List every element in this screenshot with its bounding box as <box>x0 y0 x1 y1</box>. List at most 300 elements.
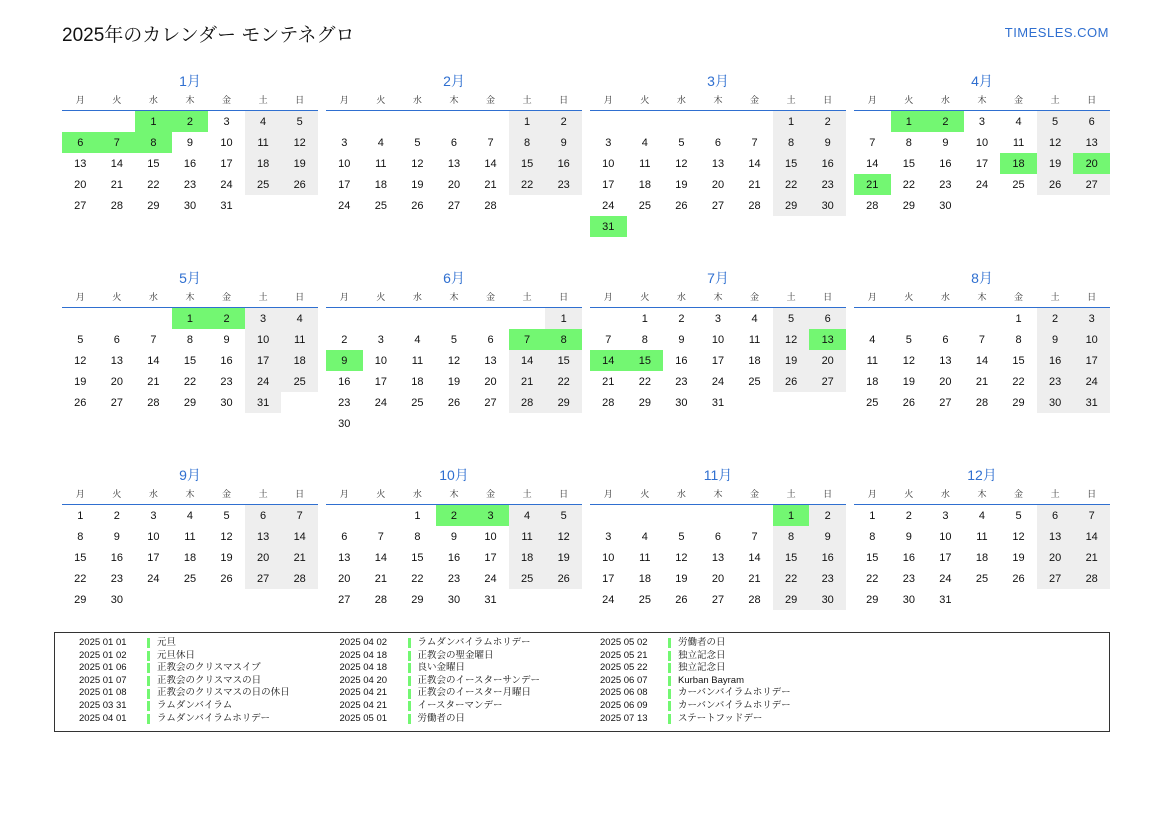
day-cell[interactable]: 10 <box>147 530 160 543</box>
day-cell[interactable]: 24 <box>602 199 615 212</box>
day-cell[interactable]: 15 <box>509 153 546 174</box>
day-cell[interactable]: 6 <box>942 333 949 346</box>
day-cell[interactable]: 28 <box>374 593 387 606</box>
day-cell[interactable]: 13 <box>245 526 282 547</box>
day-cell[interactable]: 14 <box>1073 526 1110 547</box>
day-cell[interactable]: 9 <box>186 136 194 149</box>
day-cell[interactable]: 19 <box>773 350 810 371</box>
day-cell[interactable]: 28 <box>602 396 615 409</box>
day-cell[interactable]: 10 <box>975 136 989 149</box>
day-cell-holiday[interactable]: 20 <box>1073 153 1110 174</box>
day-cell[interactable]: 9 <box>905 530 912 543</box>
day-cell[interactable]: 20 <box>74 178 87 191</box>
day-cell[interactable]: 8 <box>869 530 876 543</box>
day-cell[interactable]: 6 <box>714 530 722 543</box>
day-cell[interactable]: 26 <box>447 396 461 409</box>
day-cell[interactable]: 10 <box>245 329 282 350</box>
day-cell[interactable]: 15 <box>147 157 160 170</box>
day-cell[interactable]: 18 <box>975 551 989 564</box>
day-cell-holiday[interactable]: 1 <box>891 111 928 133</box>
day-cell[interactable]: 26 <box>902 396 915 409</box>
day-cell-holiday[interactable]: 1 <box>135 111 172 133</box>
day-cell[interactable]: 30 <box>809 195 846 216</box>
day-cell[interactable]: 9 <box>809 132 846 153</box>
day-cell[interactable]: 16 <box>939 157 952 170</box>
day-cell[interactable]: 21 <box>374 572 387 585</box>
day-cell[interactable]: 22 <box>183 375 197 388</box>
day-cell[interactable]: 10 <box>939 530 952 543</box>
day-cell[interactable]: 14 <box>374 551 387 564</box>
day-cell[interactable]: 21 <box>147 375 160 388</box>
day-cell[interactable]: 4 <box>641 530 648 543</box>
day-cell[interactable]: 6 <box>1037 505 1074 527</box>
day-cell[interactable]: 13 <box>1037 526 1074 547</box>
day-cell[interactable]: 20 <box>809 350 846 371</box>
day-cell[interactable]: 13 <box>939 354 952 367</box>
day-cell[interactable]: 17 <box>220 157 233 170</box>
day-cell[interactable]: 1 <box>1015 312 1022 325</box>
day-cell[interactable]: 22 <box>773 174 810 195</box>
day-cell[interactable]: 29 <box>183 396 197 409</box>
day-cell[interactable]: 23 <box>447 572 461 585</box>
day-cell[interactable]: 5 <box>678 136 685 149</box>
day-cell[interactable]: 28 <box>110 199 123 212</box>
day-cell[interactable]: 6 <box>450 136 458 149</box>
day-cell[interactable]: 6 <box>1073 111 1110 133</box>
day-cell[interactable]: 17 <box>602 572 615 585</box>
day-cell[interactable]: 5 <box>1015 509 1022 522</box>
day-cell[interactable]: 23 <box>675 375 688 388</box>
day-cell[interactable]: 2 <box>113 509 120 522</box>
day-cell[interactable]: 19 <box>675 572 688 585</box>
day-cell[interactable]: 19 <box>281 153 318 174</box>
day-cell[interactable]: 28 <box>975 396 989 409</box>
day-cell-holiday[interactable]: 1 <box>773 505 810 527</box>
day-cell[interactable]: 3 <box>605 136 612 149</box>
day-cell[interactable]: 12 <box>220 530 233 543</box>
day-cell[interactable]: 3 <box>245 308 282 330</box>
day-cell[interactable]: 25 <box>374 199 387 212</box>
day-cell[interactable]: 19 <box>545 547 582 568</box>
day-cell[interactable]: 7 <box>978 333 986 346</box>
day-cell[interactable]: 11 <box>411 354 424 367</box>
day-cell[interactable]: 12 <box>773 329 810 350</box>
day-cell[interactable]: 26 <box>545 568 582 589</box>
day-cell[interactable]: 12 <box>545 526 582 547</box>
day-cell[interactable]: 27 <box>1037 568 1074 589</box>
day-cell[interactable]: 5 <box>773 308 810 330</box>
day-cell[interactable]: 26 <box>281 174 318 195</box>
day-cell[interactable]: 25 <box>866 396 879 409</box>
day-cell[interactable]: 6 <box>714 136 722 149</box>
day-cell[interactable]: 25 <box>638 593 651 606</box>
day-cell[interactable]: 30 <box>675 396 688 409</box>
day-cell[interactable]: 11 <box>748 333 761 346</box>
day-cell-holiday[interactable]: 7 <box>99 132 136 153</box>
day-cell[interactable]: 23 <box>183 178 197 191</box>
day-cell[interactable]: 21 <box>281 547 318 568</box>
day-cell[interactable]: 21 <box>748 572 761 585</box>
day-cell[interactable]: 22 <box>866 572 879 585</box>
day-cell[interactable]: 16 <box>183 157 197 170</box>
day-cell[interactable]: 10 <box>338 157 351 170</box>
day-cell[interactable]: 10 <box>220 136 233 149</box>
day-cell[interactable]: 24 <box>147 572 160 585</box>
day-cell[interactable]: 3 <box>1073 308 1110 330</box>
day-cell[interactable]: 20 <box>939 375 952 388</box>
day-cell[interactable]: 23 <box>338 396 351 409</box>
day-cell[interactable]: 25 <box>1012 178 1025 191</box>
day-cell[interactable]: 19 <box>1037 153 1074 174</box>
day-cell[interactable]: 24 <box>711 375 725 388</box>
day-cell[interactable]: 23 <box>939 178 952 191</box>
day-cell[interactable]: 15 <box>74 551 87 564</box>
day-cell[interactable]: 24 <box>374 396 387 409</box>
day-cell[interactable]: 2 <box>809 111 846 133</box>
day-cell[interactable]: 14 <box>147 354 160 367</box>
day-cell-holiday[interactable]: 2 <box>436 505 473 527</box>
day-cell[interactable]: 14 <box>484 157 497 170</box>
day-cell[interactable]: 25 <box>975 572 989 585</box>
day-cell[interactable]: 20 <box>338 572 351 585</box>
day-cell[interactable]: 18 <box>748 354 761 367</box>
day-cell[interactable]: 17 <box>975 157 989 170</box>
day-cell[interactable]: 3 <box>605 530 612 543</box>
day-cell[interactable]: 3 <box>377 333 384 346</box>
day-cell[interactable]: 11 <box>866 354 878 367</box>
day-cell-holiday[interactable]: 18 <box>1000 153 1037 174</box>
day-cell[interactable]: 1 <box>77 509 84 522</box>
day-cell[interactable]: 14 <box>748 157 761 170</box>
day-cell[interactable]: 5 <box>223 509 230 522</box>
day-cell[interactable]: 3 <box>150 509 157 522</box>
day-cell[interactable]: 13 <box>110 354 123 367</box>
day-cell[interactable]: 22 <box>902 178 915 191</box>
day-cell[interactable]: 13 <box>1073 132 1110 153</box>
day-cell[interactable]: 31 <box>711 396 725 409</box>
day-cell[interactable]: 12 <box>902 354 915 367</box>
day-cell[interactable]: 13 <box>711 551 725 564</box>
day-cell[interactable]: 13 <box>338 551 351 564</box>
day-cell[interactable]: 8 <box>641 333 648 346</box>
day-cell[interactable]: 16 <box>1037 350 1074 371</box>
day-cell[interactable]: 23 <box>545 174 582 195</box>
day-cell[interactable]: 29 <box>773 195 810 216</box>
day-cell[interactable]: 20 <box>110 375 123 388</box>
day-cell[interactable]: 9 <box>809 526 846 547</box>
day-cell[interactable]: 29 <box>74 593 87 606</box>
day-cell[interactable]: 21 <box>602 375 615 388</box>
day-cell[interactable]: 13 <box>711 157 725 170</box>
day-cell[interactable]: 18 <box>866 375 879 388</box>
day-cell[interactable]: 17 <box>338 178 351 191</box>
day-cell[interactable]: 29 <box>866 593 879 606</box>
day-cell-holiday[interactable]: 6 <box>62 132 99 153</box>
day-cell[interactable]: 19 <box>675 178 688 191</box>
day-cell[interactable]: 23 <box>809 568 846 589</box>
day-cell[interactable]: 12 <box>1037 132 1074 153</box>
day-cell[interactable]: 9 <box>942 136 949 149</box>
day-cell[interactable]: 28 <box>147 396 160 409</box>
day-cell[interactable]: 7 <box>869 136 876 149</box>
day-cell[interactable]: 25 <box>748 375 761 388</box>
day-cell[interactable]: 12 <box>74 354 87 367</box>
day-cell[interactable]: 26 <box>1037 174 1074 195</box>
day-cell[interactable]: 27 <box>711 593 725 606</box>
day-cell[interactable]: 8 <box>1015 333 1022 346</box>
day-cell[interactable]: 6 <box>487 333 494 346</box>
day-cell[interactable]: 22 <box>147 178 160 191</box>
day-cell[interactable]: 26 <box>1012 572 1025 585</box>
day-cell[interactable]: 22 <box>74 572 87 585</box>
day-cell[interactable]: 5 <box>414 136 421 149</box>
day-cell[interactable]: 4 <box>414 333 421 346</box>
day-cell[interactable]: 31 <box>245 392 282 413</box>
day-cell[interactable]: 30 <box>447 593 461 606</box>
day-cell[interactable]: 28 <box>748 593 761 606</box>
day-cell[interactable]: 4 <box>978 509 986 522</box>
day-cell[interactable]: 19 <box>902 375 915 388</box>
day-cell[interactable]: 19 <box>1012 551 1025 564</box>
day-cell-holiday[interactable]: 21 <box>854 174 891 195</box>
day-cell[interactable]: 30 <box>338 417 351 430</box>
day-cell-holiday[interactable]: 9 <box>326 350 363 371</box>
day-cell[interactable]: 23 <box>220 375 233 388</box>
day-cell[interactable]: 17 <box>602 178 615 191</box>
day-cell[interactable]: 19 <box>74 375 87 388</box>
day-cell[interactable]: 17 <box>711 354 725 367</box>
day-cell-holiday[interactable]: 14 <box>590 350 627 371</box>
day-cell[interactable]: 11 <box>1012 136 1025 149</box>
day-cell[interactable]: 18 <box>638 178 651 191</box>
day-cell[interactable]: 11 <box>976 530 988 543</box>
day-cell[interactable]: 10 <box>374 354 387 367</box>
day-cell[interactable]: 20 <box>447 178 461 191</box>
day-cell[interactable]: 14 <box>110 157 123 170</box>
day-cell[interactable]: 22 <box>1012 375 1025 388</box>
day-cell[interactable]: 15 <box>866 551 879 564</box>
day-cell[interactable]: 25 <box>509 568 546 589</box>
day-cell[interactable]: 23 <box>809 174 846 195</box>
day-cell[interactable]: 11 <box>639 551 651 564</box>
day-cell[interactable]: 24 <box>338 199 351 212</box>
day-cell[interactable]: 31 <box>939 593 952 606</box>
day-cell[interactable]: 24 <box>484 572 497 585</box>
day-cell[interactable]: 14 <box>975 354 989 367</box>
day-cell[interactable]: 7 <box>605 333 612 346</box>
day-cell[interactable]: 5 <box>77 333 84 346</box>
day-cell[interactable]: 7 <box>377 530 384 543</box>
day-cell[interactable]: 30 <box>939 199 952 212</box>
day-cell[interactable]: 23 <box>902 572 915 585</box>
day-cell[interactable]: 14 <box>748 551 761 564</box>
day-cell[interactable]: 11 <box>509 526 546 547</box>
day-cell[interactable]: 16 <box>675 354 688 367</box>
day-cell[interactable]: 20 <box>1037 547 1074 568</box>
day-cell[interactable]: 4 <box>641 136 648 149</box>
day-cell[interactable]: 24 <box>245 371 282 392</box>
day-cell[interactable]: 28 <box>509 392 546 413</box>
day-cell[interactable]: 20 <box>711 178 725 191</box>
day-cell[interactable]: 21 <box>509 371 546 392</box>
day-cell[interactable]: 28 <box>484 199 497 212</box>
day-cell[interactable]: 24 <box>220 178 233 191</box>
day-cell[interactable]: 1 <box>773 111 810 133</box>
day-cell[interactable]: 26 <box>675 593 688 606</box>
day-cell[interactable]: 2 <box>1037 308 1074 330</box>
day-cell[interactable]: 22 <box>773 568 810 589</box>
day-cell[interactable]: 15 <box>773 547 810 568</box>
day-cell[interactable]: 24 <box>939 572 952 585</box>
day-cell[interactable]: 20 <box>711 572 725 585</box>
day-cell[interactable]: 4 <box>1015 115 1022 128</box>
day-cell[interactable]: 21 <box>110 178 123 191</box>
day-cell-holiday[interactable]: 2 <box>208 308 245 330</box>
day-cell[interactable]: 15 <box>183 354 197 367</box>
day-cell-holiday[interactable]: 8 <box>135 132 172 153</box>
day-cell[interactable]: 18 <box>183 551 197 564</box>
day-cell[interactable]: 26 <box>773 371 810 392</box>
day-cell[interactable]: 4 <box>869 333 876 346</box>
day-cell[interactable]: 9 <box>223 333 230 346</box>
day-cell[interactable]: 17 <box>1073 350 1110 371</box>
day-cell[interactable]: 22 <box>545 371 582 392</box>
day-cell[interactable]: 29 <box>773 589 810 610</box>
day-cell[interactable]: 3 <box>223 115 230 128</box>
day-cell[interactable]: 6 <box>113 333 120 346</box>
day-cell[interactable]: 4 <box>751 312 758 325</box>
day-cell[interactable]: 10 <box>602 157 615 170</box>
day-cell[interactable]: 29 <box>545 392 582 413</box>
day-cell[interactable]: 21 <box>1073 547 1110 568</box>
day-cell[interactable]: 11 <box>281 329 318 350</box>
day-cell[interactable]: 15 <box>773 153 810 174</box>
day-cell[interactable]: 25 <box>281 371 318 392</box>
day-cell[interactable]: 8 <box>186 333 194 346</box>
day-cell[interactable]: 19 <box>411 178 424 191</box>
day-cell[interactable]: 2 <box>545 111 582 133</box>
day-cell[interactable]: 30 <box>183 199 197 212</box>
day-cell[interactable]: 3 <box>978 115 986 128</box>
day-cell[interactable]: 2 <box>341 333 348 346</box>
day-cell[interactable]: 22 <box>411 572 424 585</box>
day-cell[interactable]: 8 <box>773 526 810 547</box>
day-cell[interactable]: 30 <box>809 589 846 610</box>
day-cell[interactable]: 25 <box>638 199 651 212</box>
day-cell[interactable]: 25 <box>411 396 424 409</box>
day-cell[interactable]: 15 <box>902 157 915 170</box>
day-cell-holiday[interactable]: 15 <box>627 350 664 371</box>
day-cell[interactable]: 26 <box>411 199 424 212</box>
day-cell[interactable]: 27 <box>809 371 846 392</box>
day-cell[interactable]: 7 <box>487 136 494 149</box>
day-cell[interactable]: 19 <box>220 551 233 564</box>
day-cell[interactable]: 26 <box>675 199 688 212</box>
day-cell[interactable]: 4 <box>245 111 282 133</box>
day-cell[interactable]: 1 <box>641 312 648 325</box>
day-cell[interactable]: 9 <box>450 530 458 543</box>
day-cell[interactable]: 27 <box>939 396 952 409</box>
day-cell[interactable]: 17 <box>374 375 387 388</box>
day-cell[interactable]: 4 <box>377 136 384 149</box>
day-cell[interactable]: 22 <box>509 174 546 195</box>
day-cell[interactable]: 8 <box>509 132 546 153</box>
day-cell[interactable]: 16 <box>338 375 351 388</box>
day-cell[interactable]: 12 <box>411 157 424 170</box>
day-cell-holiday[interactable]: 7 <box>509 329 546 350</box>
day-cell[interactable]: 20 <box>484 375 497 388</box>
day-cell[interactable]: 6 <box>245 505 282 527</box>
day-cell[interactable]: 24 <box>602 593 615 606</box>
day-cell[interactable]: 2 <box>678 312 685 325</box>
day-cell[interactable]: 16 <box>545 153 582 174</box>
day-cell[interactable]: 8 <box>77 530 84 543</box>
day-cell[interactable]: 9 <box>1037 329 1074 350</box>
day-cell[interactable]: 2 <box>809 505 846 527</box>
day-cell[interactable]: 31 <box>220 199 233 212</box>
day-cell[interactable]: 17 <box>484 551 497 564</box>
day-cell[interactable]: 10 <box>484 530 497 543</box>
day-cell[interactable]: 13 <box>447 157 461 170</box>
day-cell[interactable]: 5 <box>905 333 912 346</box>
day-cell[interactable]: 13 <box>74 157 87 170</box>
day-cell[interactable]: 4 <box>281 308 318 330</box>
day-cell[interactable]: 7 <box>751 530 758 543</box>
day-cell[interactable]: 23 <box>1037 371 1074 392</box>
day-cell[interactable]: 18 <box>374 178 387 191</box>
day-cell[interactable]: 1 <box>414 509 421 522</box>
day-cell[interactable]: 12 <box>281 132 318 153</box>
day-cell[interactable]: 28 <box>1073 568 1110 589</box>
day-cell[interactable]: 10 <box>711 333 725 346</box>
day-cell[interactable]: 11 <box>184 530 196 543</box>
day-cell[interactable]: 8 <box>905 136 912 149</box>
day-cell[interactable]: 7 <box>150 333 157 346</box>
day-cell[interactable]: 21 <box>975 375 989 388</box>
day-cell[interactable]: 18 <box>411 375 424 388</box>
day-cell[interactable]: 2 <box>905 509 912 522</box>
day-cell[interactable]: 26 <box>220 572 233 585</box>
day-cell[interactable]: 6 <box>809 308 846 330</box>
day-cell[interactable]: 15 <box>1012 354 1025 367</box>
day-cell-holiday[interactable]: 3 <box>472 505 509 527</box>
day-cell[interactable]: 3 <box>942 509 949 522</box>
day-cell[interactable]: 16 <box>809 153 846 174</box>
day-cell[interactable]: 27 <box>338 593 351 606</box>
day-cell[interactable]: 1 <box>509 111 546 133</box>
day-cell[interactable]: 28 <box>866 199 879 212</box>
day-cell[interactable]: 7 <box>281 505 318 527</box>
day-cell[interactable]: 15 <box>545 350 582 371</box>
day-cell[interactable]: 5 <box>678 530 685 543</box>
day-cell[interactable]: 7 <box>751 136 758 149</box>
day-cell[interactable]: 28 <box>748 199 761 212</box>
day-cell[interactable]: 8 <box>414 530 421 543</box>
day-cell[interactable]: 6 <box>341 530 348 543</box>
day-cell[interactable]: 10 <box>602 551 615 564</box>
day-cell[interactable]: 21 <box>484 178 497 191</box>
day-cell[interactable]: 15 <box>411 551 424 564</box>
day-cell-holiday[interactable]: 31 <box>590 216 627 237</box>
day-cell[interactable]: 31 <box>1073 392 1110 413</box>
day-cell[interactable]: 16 <box>110 551 123 564</box>
day-cell[interactable]: 18 <box>245 153 282 174</box>
day-cell[interactable]: 18 <box>638 572 651 585</box>
day-cell[interactable]: 30 <box>902 593 915 606</box>
day-cell[interactable]: 5 <box>1037 111 1074 133</box>
day-cell[interactable]: 10 <box>1073 329 1110 350</box>
day-cell[interactable]: 25 <box>183 572 197 585</box>
